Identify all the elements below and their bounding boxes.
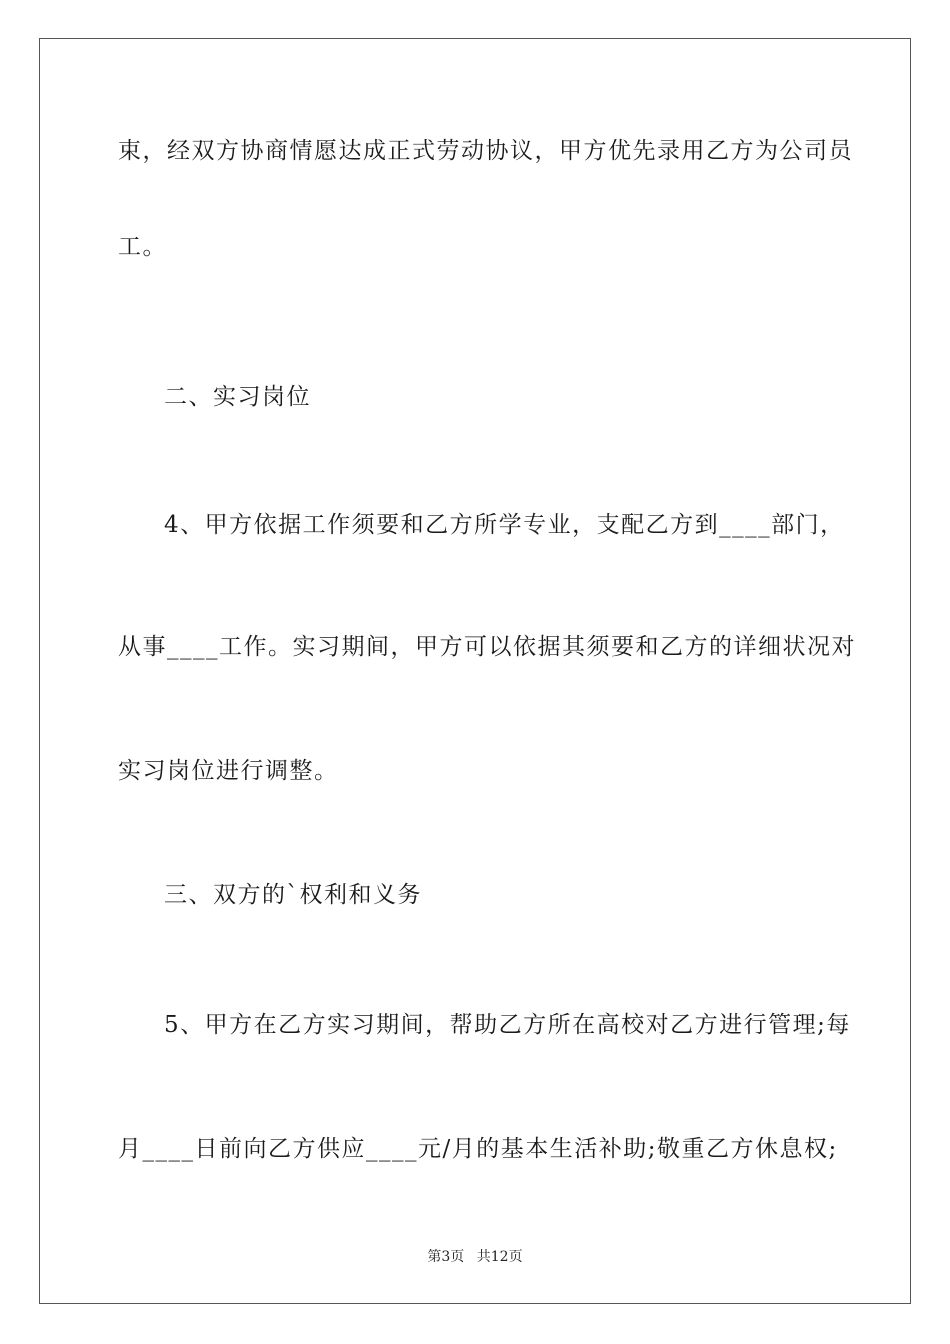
text-line-1: 束，经双方协商情愿达成正式劳动协议，甲方优先录用乙方为公司员 <box>118 138 853 164</box>
text-line-clause-4: 4、甲方依据工作须要和乙方所学专业，支配乙方到____部门， <box>164 512 845 538</box>
page-number-total: 共12页 <box>476 1249 523 1265</box>
section-heading-internship-position: 二、实习岗位 <box>164 384 311 410</box>
text-line-9: 月____日前向乙方供应____元/月的基本生活补助;敬重乙方休息权; <box>118 1136 838 1162</box>
page-number-current: 第3页 <box>427 1249 465 1265</box>
section-heading-rights-duties: 三、双方的`权利和义务 <box>164 882 422 908</box>
page-border <box>39 38 911 1304</box>
text-line-2: 工。 <box>118 234 167 260</box>
text-line-5: 从事____工作。实习期间，甲方可以依据其须要和乙方的详细状况对 <box>118 634 856 660</box>
text-line-clause-5: 5、甲方在乙方实习期间，帮助乙方所在高校对乙方进行管理;每 <box>164 1012 851 1038</box>
page-footer <box>0 1248 950 1266</box>
text-line-6: 实习岗位进行调整。 <box>118 758 339 784</box>
